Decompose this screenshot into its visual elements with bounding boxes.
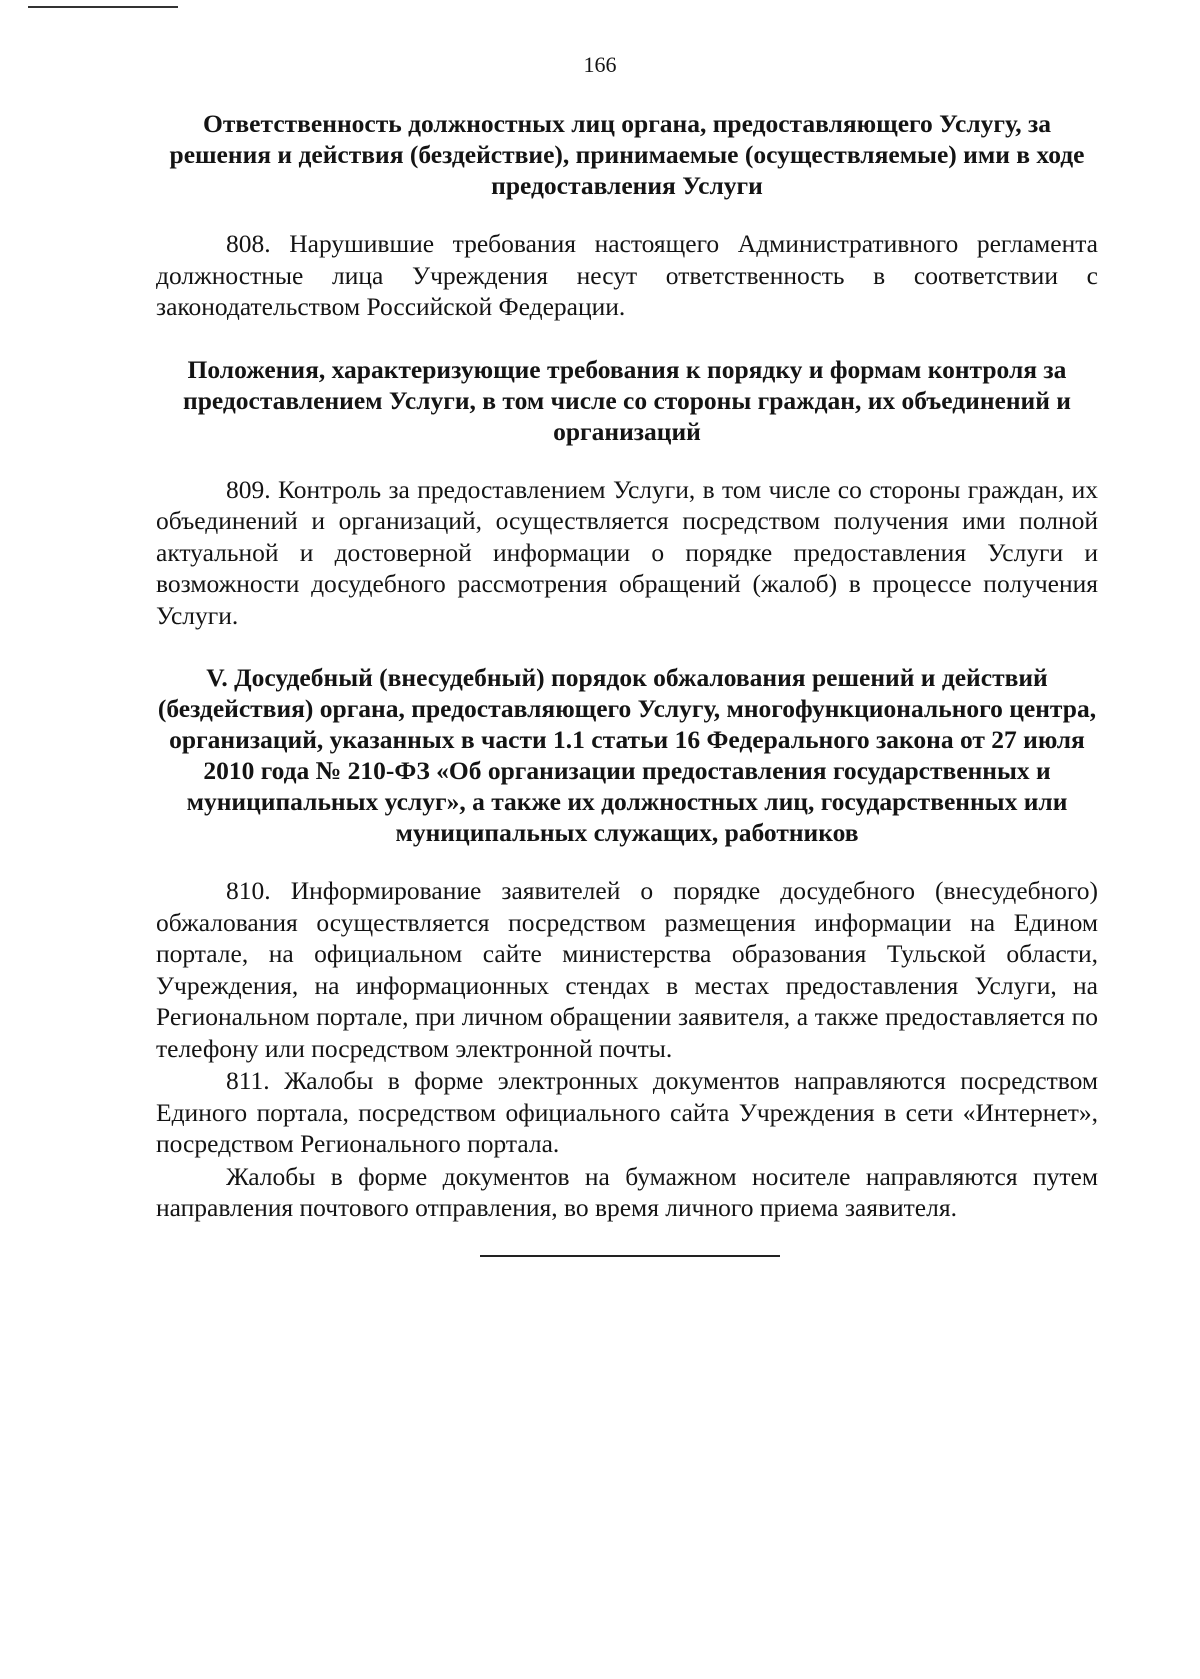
paragraph-810: 810. Информирование заявителей о порядке досудебного (внесудебного) обжалования осуществляется посредством размещения информации на Едином портале, на официальном сайте министерства образования Тульской области, Учреждения, на информационных стендах в местах предоставления Услуги, на Региональном портале, при личном обращении заявителя, а также предоставляется по телефону или посредством электронной почты.	[156, 876, 1098, 1063]
section-heading-appeal: V. Досудебный (внесудебный) порядок обжалования решений и действий (бездействия) органа, предоставляющего Услугу, многофункционального центра, организаций, указанных в части 1.1 статьи 16 Федерального закона от 27 июля 2010 года № 210-ФЗ «Об организации предоставления государственных и муниципальных услуг», а также их должностных лиц, государственных или муниципальных служащих, работников	[157, 663, 1097, 847]
paragraph-paper-complaints: Жалобы в форме документов на бумажном носителе направляются путем направления почтового отправления, во время личного приема заявителя.	[156, 1161, 1098, 1222]
section-heading-responsibility: Ответственность должностных лиц органа, предоставляющего Услугу, за решения и действия (бездействие), принимаемые (осуществляемые) ими в ходе предоставления Услуги	[169, 109, 1085, 200]
end-of-section-rule	[480, 1255, 780, 1257]
page-number: 166	[583, 52, 617, 77]
paragraph-811: 811. Жалобы в форме электронных документов направляются посредством Единого портала, посредством официального сайта Учреждения в сети «Интернет», посредством Регионального портала.	[156, 1066, 1098, 1158]
top-edge-rule	[28, 6, 178, 8]
document-body	[156, 108, 1098, 1224]
section-heading-control: Положения, характеризующие требования к порядку и формам контроля за предоставлением Услуги, в том числе со стороны граждан, их объединений и организаций	[183, 354, 1071, 446]
paragraph-809: 809. Контроль за предоставлением Услуги, в том числе со стороны граждан, их объединений и организаций, осуществляется посредством получения ими полной актуальной и достоверной информации о порядке предоставления Услуги и возможности досудебного рассмотрения обращений (жалоб) в процессе получения Услуги.	[156, 474, 1098, 630]
paragraph-808: 808. Нарушившие требования настоящего Административного регламента должностные лица Учреждения несут ответственность в соответствии с законодательством Российской Федерации.	[156, 229, 1098, 321]
